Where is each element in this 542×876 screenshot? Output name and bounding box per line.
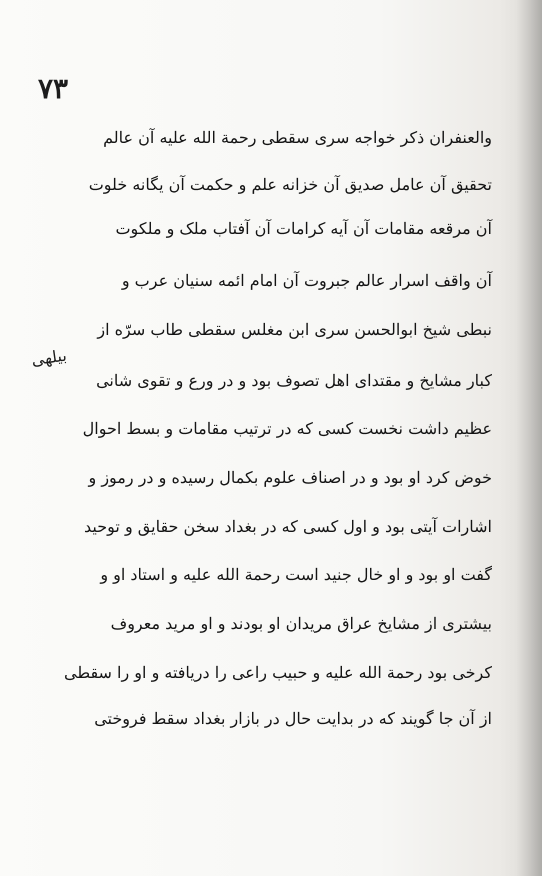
text-line-4: آن واقف اسرار عالم جبروت آن امام ائمه سنیان عرب و	[121, 271, 492, 290]
text-line-6: کبار مشایخ و مقتدای اهل تصوف بود و در ورع و تقوی شانی	[96, 371, 492, 390]
text-line-12: کرخی بود رحمة الله علیه و حبیب راعی را دریافته و او را سقطی	[64, 663, 492, 682]
text-line-10: گفت او بود و او خال جنید است رحمة الله علیه و استاد او و	[100, 565, 492, 584]
text-line-5: نبطی شیخ ابوالحسن سری ابن مغلس سقطی طاب سرّه از	[97, 320, 492, 339]
page-number: ۷۳	[38, 72, 69, 105]
manuscript-text-block	[64, 128, 492, 757]
text-line-8: خوض کرد او بود و در اصناف علوم بکمال رسیده و در رموز و	[88, 468, 492, 487]
text-line-7: عظیم داشت نخست کسی که در ترتیب مقامات و بسط احوال	[82, 419, 492, 438]
text-line-13: از آن جا گویند که در بدایت حال در بازار بغداد سقط فروختی	[94, 709, 492, 728]
text-line-1: والعنفران ذکر خواجه سری سقطی رحمة الله علیه آن عالم	[103, 128, 492, 147]
text-line-3: آن مرقعه مقامات آن آیه کرامات آن آفتاب ملک و ملکوت	[115, 219, 492, 238]
text-line-11: بیشتری از مشایخ عراق مریدان او بودند و او مرید معروف	[110, 614, 492, 633]
text-line-2: تحقیق آن عامل صدیق آن خزانه علم و حکمت آن یگانه خلوت	[88, 175, 492, 194]
page-edge-shadow	[516, 0, 542, 876]
text-line-9: اشارات آیتی بود و اول کسی که در بغداد سخن حقایق و توحید	[84, 517, 492, 536]
margin-note: بیلهی	[30, 345, 68, 370]
